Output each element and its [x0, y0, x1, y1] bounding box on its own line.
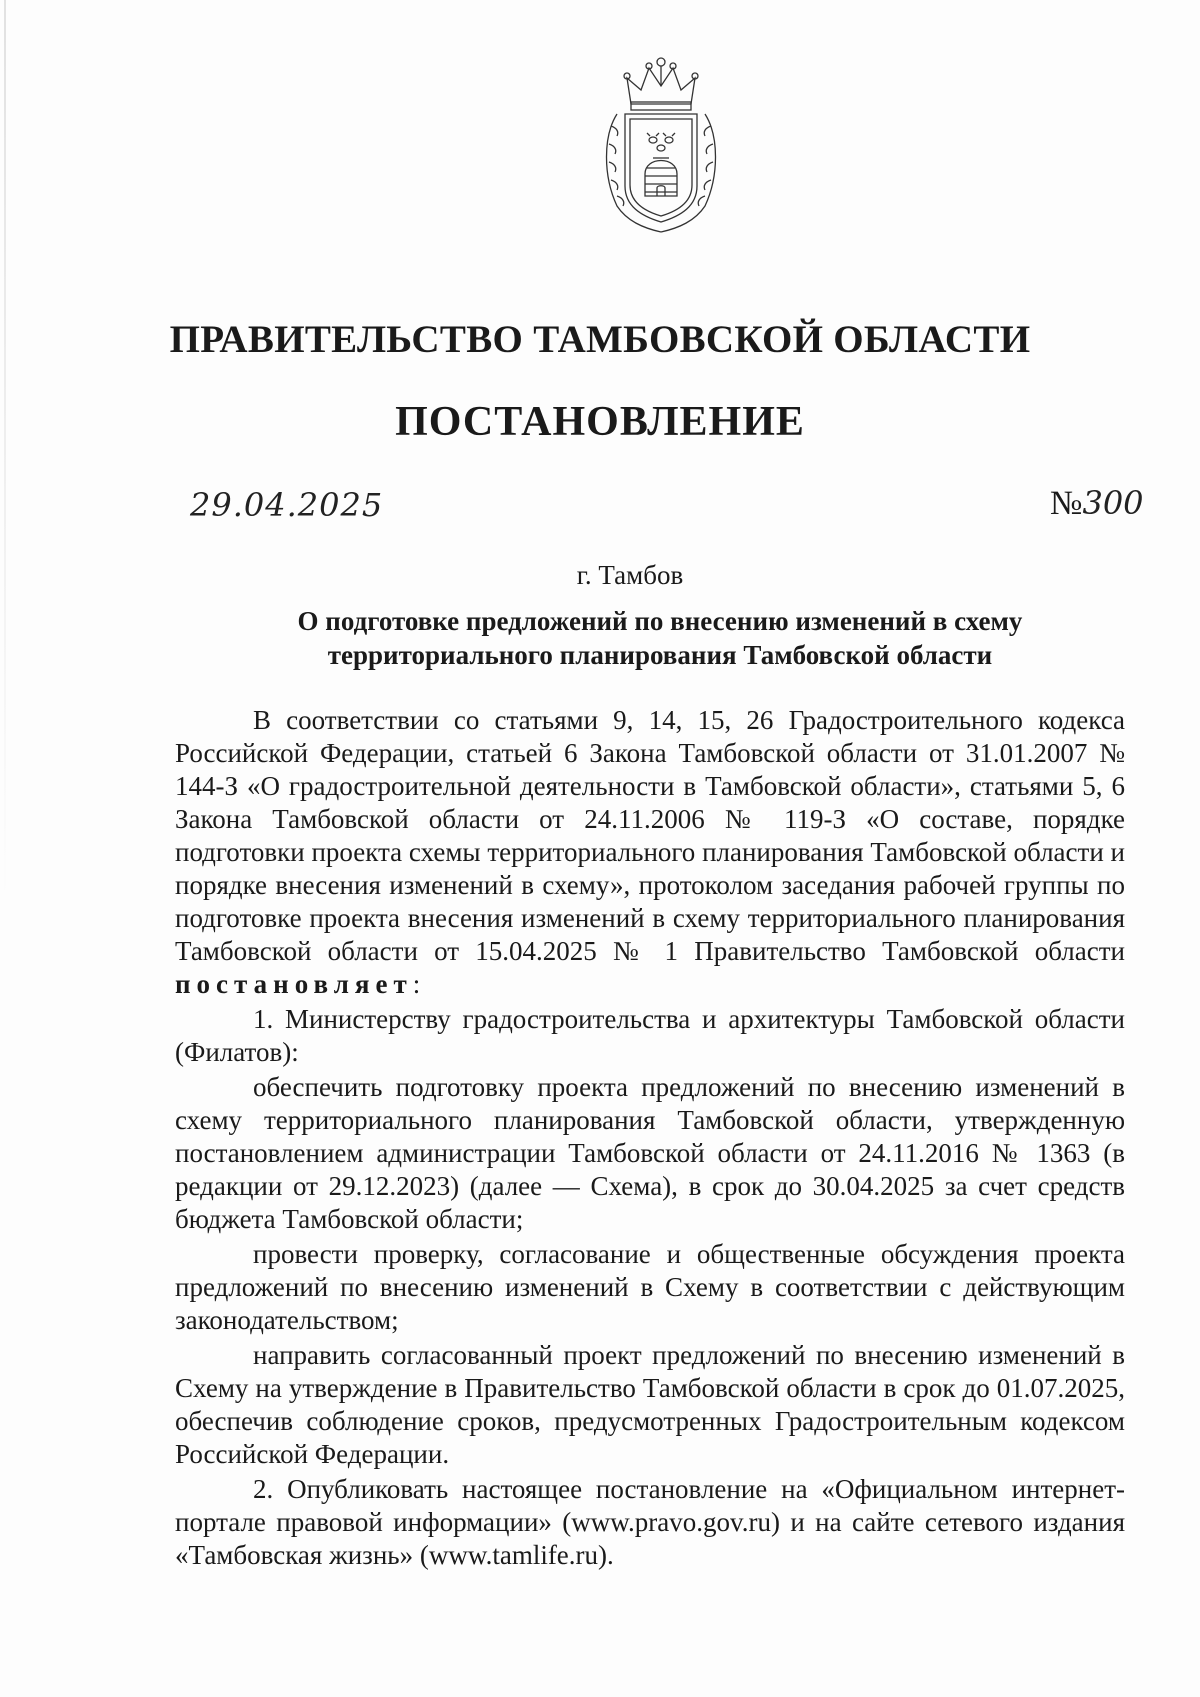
number-value: 300: [1082, 484, 1144, 522]
item-1-subpoint-b: провести проверку, согласование и общественные обсуждения проекта предложений по внесению изменений в Схему в соответствии с действующим законодательством;: [175, 1239, 1125, 1335]
item-1-subpoint-a: обеспечить подготовку проекта предложений по внесению изменений в схему территориального планирования Тамбовской области, утвержденную постановлением администрации Тамбовской области от 24.11.2016 № 1363 (в редакции от 29.12.2023) (далее — Схема), в срок до 30.04.2025 за счет средств бюджета Тамбовской области;: [175, 1072, 1125, 1234]
coat-of-arms-emblem: [597, 56, 725, 236]
item-1-subpoint-c: направить согласованный проект предложений по внесению изменений в Схему на утверждение в Правительство Тамбовской области в срок до 01.07.2025, обеспечив соблюдение сроков, предусмотренных Градостроительным кодексом Российской Федерации.: [175, 1340, 1125, 1469]
decree-word: постановляет: [175, 969, 413, 999]
organization-name: ПРАВИТЕЛЬСТВО ТАМБОВСКОЙ ОБЛАСТИ: [169, 318, 1031, 361]
scan-edge-shadow: [4, 0, 6, 900]
item-1: 1. Министерству градостроительства и архитектуры Тамбовской области (Филатов):: [175, 1004, 1125, 1067]
decree-colon: :: [412, 969, 421, 999]
city-name: г. Тамбов: [576, 560, 684, 590]
document-title: [230, 604, 1090, 672]
title-line-2: территориального планирования Тамбовской области: [327, 640, 993, 670]
document-type: ПОСТАНОВЛЕНИЕ: [395, 399, 805, 445]
preamble-paragraph: [175, 704, 1125, 1001]
document-body: [175, 704, 1125, 1572]
item-2: 2. Опубликовать настоящее постановление на «Официальном интернет-портале правовой информации» (www.pravo.gov.ru) и на сайте сетевого издания «Тамбовская жизнь» (www.tamlife.ru).: [175, 1474, 1125, 1570]
document-number: [1050, 484, 1144, 523]
number-label: №: [1050, 485, 1083, 522]
title-line-1: О подготовке предложений по внесению изменений в схему: [297, 606, 1023, 636]
preamble-text: В соответствии со статьями 9, 14, 15, 26 Градостроительного кодекса Российской Федерации, статьей 6 Закона Тамбовской области от 31.01.2007 № 144-З «О градостроительной деятельности в Тамбовской области», статьями 5, 6 Закона Тамбовской области от 24.11.2006 № 119-З «О составе, порядке подготовки проекта схемы территориального планирования Тамбовской области и порядке внесения изменений в схему», протоколом заседания рабочей группы по подготовке проекта внесения изменений в схему территориального планирования Тамбовской области от 15.04.2025 № 1 Правительство Тамбовской области: [175, 705, 1125, 966]
document-date: 29.04.2025: [190, 486, 384, 524]
